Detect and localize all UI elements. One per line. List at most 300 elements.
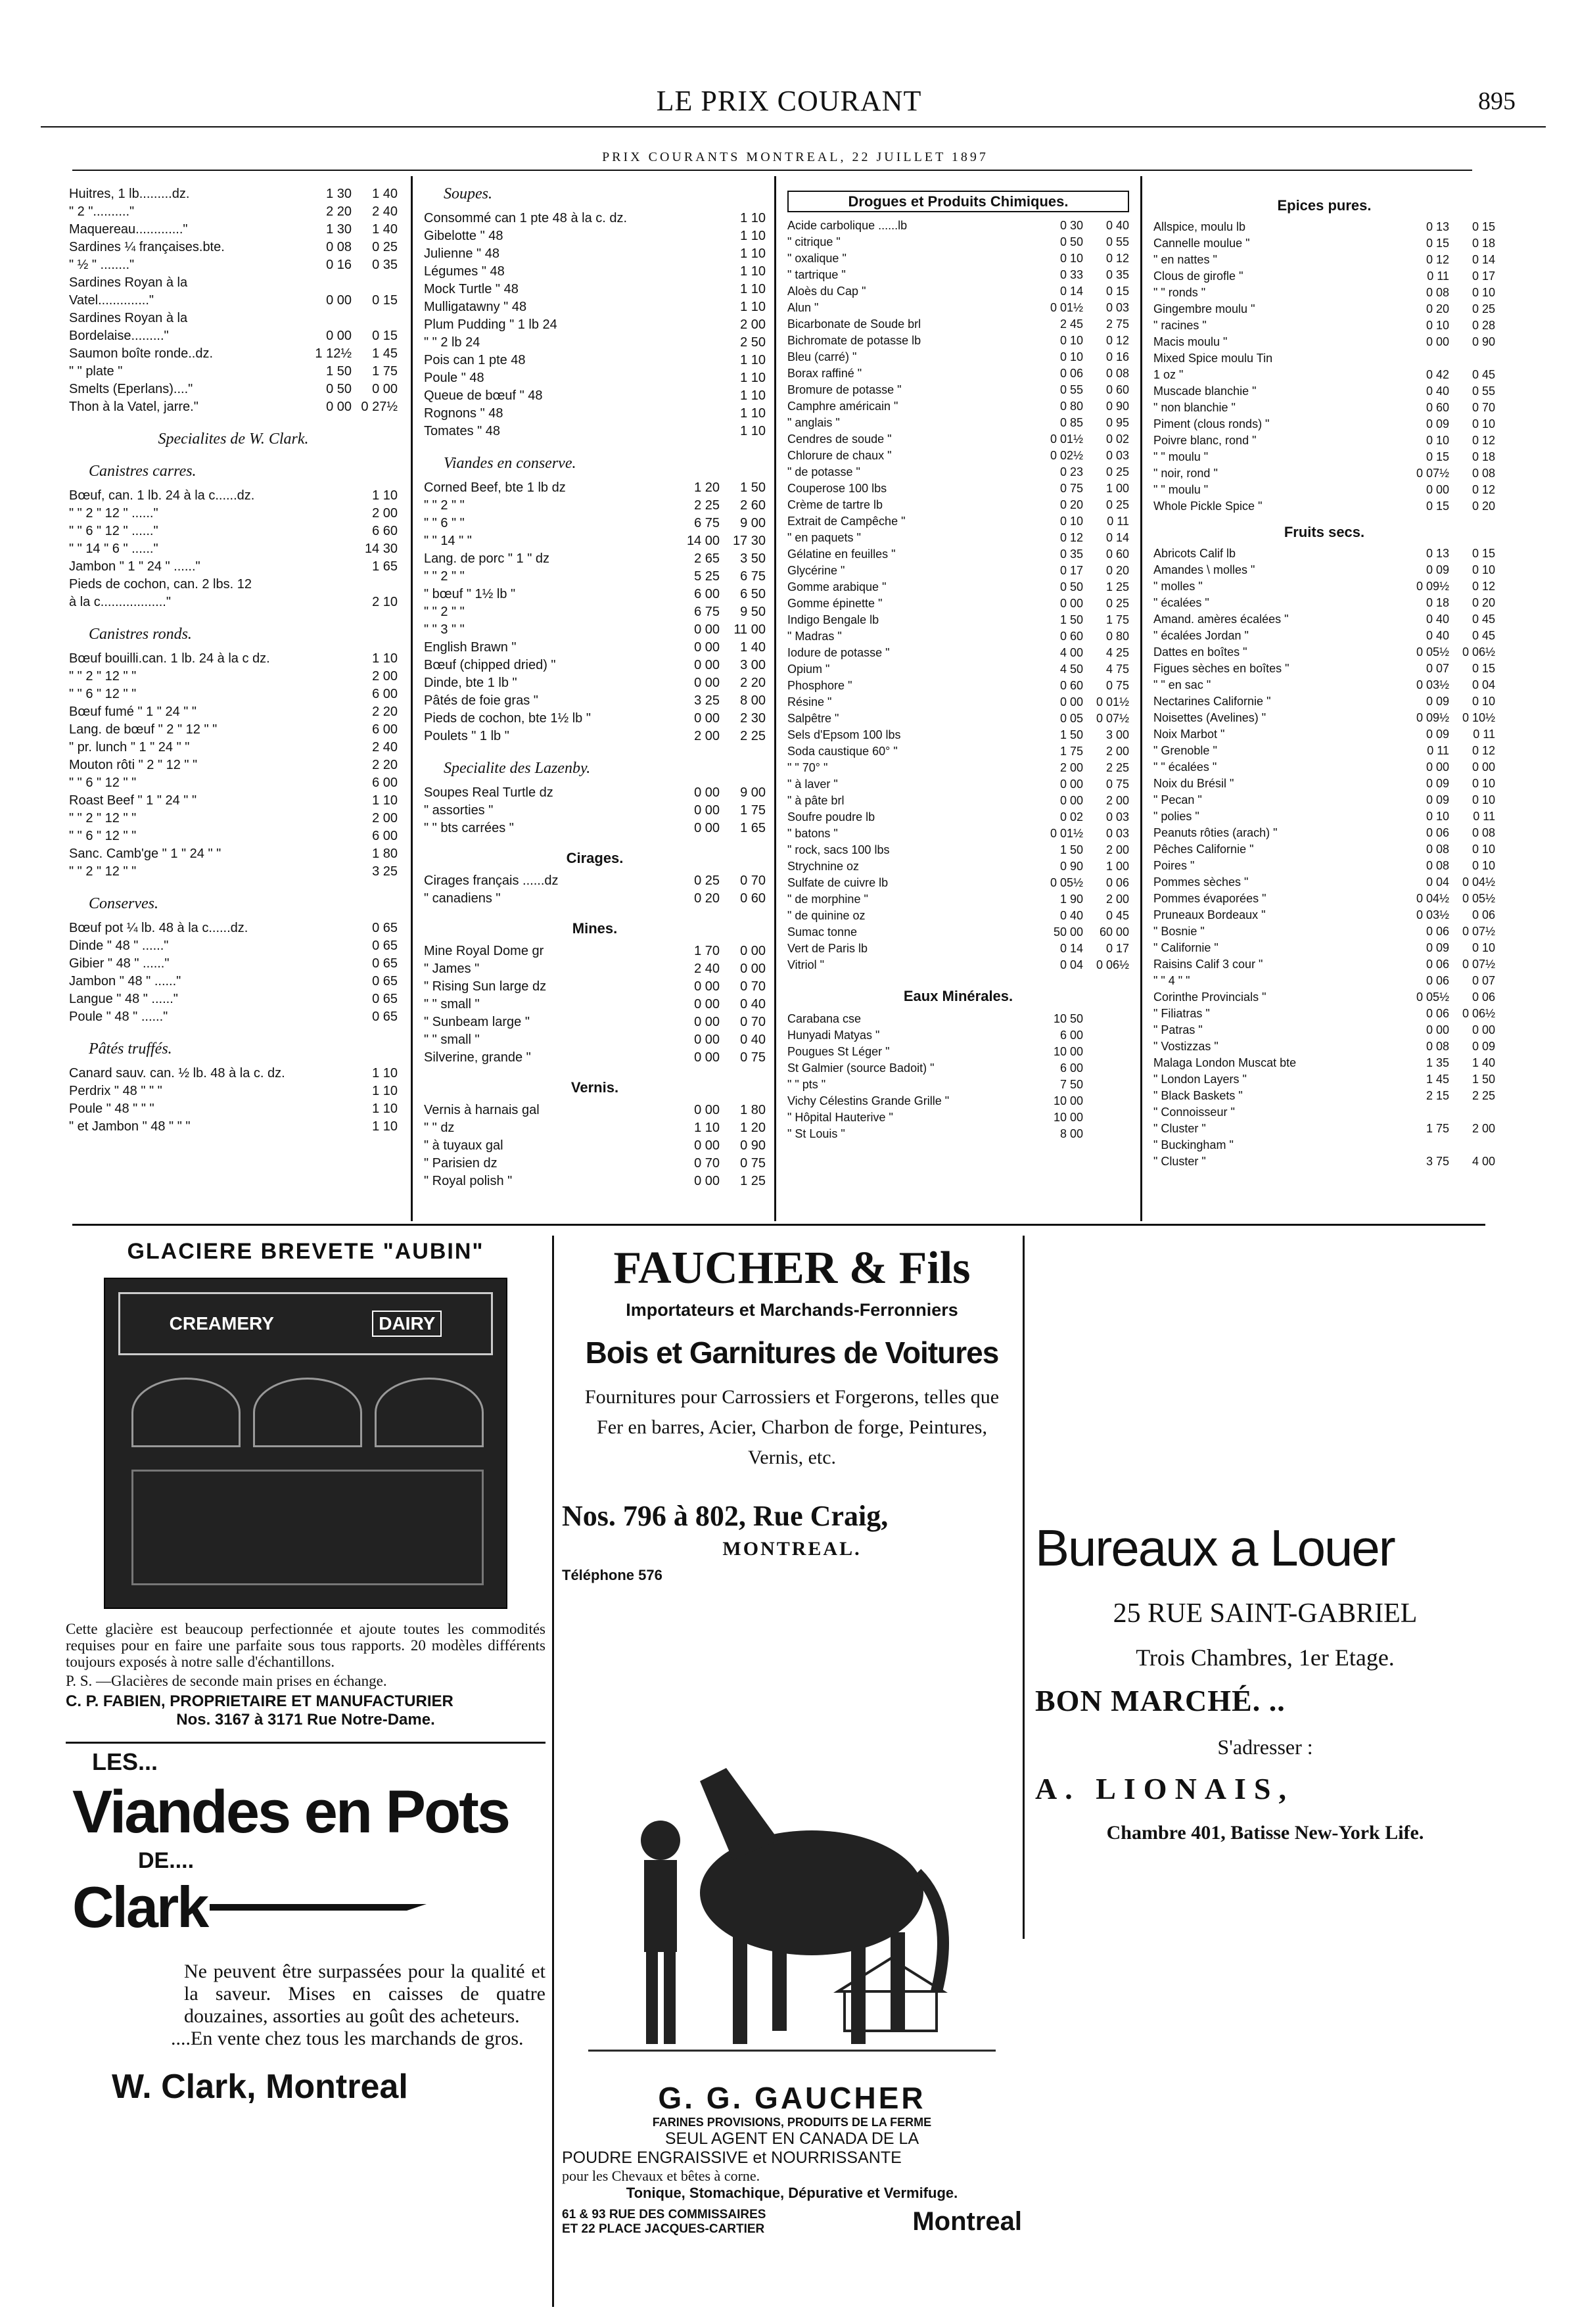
price-item-name: " en paquets " (787, 531, 861, 544)
price-item-name: Silverine, grande " (424, 1050, 531, 1065)
price-row (69, 381, 398, 398)
price-row (424, 674, 766, 692)
price-item-name: Légumes " 48 (424, 264, 505, 279)
price-low (1403, 1104, 1449, 1121)
price-item-name: Peanuts rôties (arach) " (1153, 826, 1278, 839)
price-column-2 (424, 185, 766, 1190)
price-high: 0 65 (372, 956, 398, 971)
price-group-pates (69, 1065, 398, 1136)
price-row (424, 621, 766, 639)
price-item-name: " non blanchie " (1153, 401, 1236, 414)
price-low: 0 02½ (1050, 449, 1083, 462)
price-row (787, 661, 1129, 678)
price-low: 0 23 (1059, 465, 1083, 478)
price-row (424, 820, 766, 837)
price-high: 1 10 (372, 488, 398, 503)
price-item-name: Raisins Calif 3 cour " (1153, 958, 1263, 971)
price-item-name: Alun " (787, 301, 819, 314)
subheader-rule (72, 170, 1472, 171)
price-item-name: " écalées " (1153, 596, 1209, 609)
price-high: 0 14 (1472, 253, 1495, 266)
price-item-name: " " 2 lb 24 (424, 335, 480, 350)
price-low: 0 70 (694, 1156, 720, 1171)
price-low: 0 25 (694, 873, 720, 888)
price-high: 0 10½ (1462, 711, 1495, 724)
price-high: 2 20 (372, 758, 398, 772)
price-row (1153, 726, 1495, 743)
price-low (306, 1008, 352, 1026)
price-low: 0 16 (326, 258, 352, 272)
price-item-name: " de morphine " (787, 893, 868, 906)
faucher-subtitle: Importateurs et Marchands-Ferronniers (626, 1300, 958, 1320)
price-low (306, 487, 352, 505)
price-high: 60 00 (1099, 925, 1129, 939)
price-group-soupes (424, 210, 766, 440)
price-item-name: Vitriol " (787, 958, 825, 971)
gaucher-title: G. G. GAUCHER (658, 2081, 926, 2115)
price-row (787, 1109, 1129, 1126)
price-row (1153, 677, 1495, 693)
price-row (69, 274, 398, 292)
price-low (306, 576, 352, 593)
price-item-name: " " pts " (787, 1078, 826, 1091)
price-item-name: Bromure de potasse " (787, 383, 902, 396)
price-high: 0 06½ (1096, 958, 1129, 971)
price-row (1153, 400, 1495, 416)
price-row (1153, 252, 1495, 268)
glaciere-description: Cette glacière est beaucoup perfectionnée et ajoute toutes les commodités requises pour en faire une parfaite sous tous rapports. 20 modèles différents toujours exposés à notre salle d'échantillons. (66, 1621, 545, 1670)
price-high: 1 25 (1105, 580, 1129, 593)
price-item-name: 1 oz " (1153, 368, 1184, 381)
price-item-name: " " en sac " (1153, 678, 1211, 691)
price-item-name: " " 6 " 12 " " (69, 776, 137, 790)
price-low (306, 863, 352, 881)
price-row (1153, 956, 1495, 973)
price-high: 0 03 (1105, 301, 1129, 314)
price-item-name: " Black Baskets " (1153, 1089, 1243, 1102)
clark-les: LES... (92, 1748, 158, 1775)
price-low (306, 1118, 352, 1136)
price-high: 6 00 (372, 776, 398, 790)
price-row (1153, 416, 1495, 432)
price-item-name: Corinthe Provincials " (1153, 990, 1266, 1004)
price-row (1153, 350, 1495, 367)
price-item-name: Carabana cse (787, 1012, 862, 1025)
price-low: 2 65 (694, 551, 720, 566)
price-item-name: Gomme épinette " (787, 597, 883, 610)
price-row (787, 710, 1129, 727)
price-high: 0 25 (1105, 498, 1129, 511)
price-low: 2 25 (694, 498, 720, 513)
price-low (306, 756, 352, 774)
price-high: 0 70 (740, 873, 766, 888)
price-high: 2 00 (1105, 843, 1129, 856)
price-low (306, 650, 352, 668)
price-item-name: Glycérine " (787, 564, 845, 577)
price-row (1153, 743, 1495, 759)
price-row (424, 1155, 766, 1173)
price-item-name: Mock Turtle " 48 (424, 282, 519, 296)
price-item-name: " Grenoble " (1153, 744, 1217, 757)
price-high: 2 10 (372, 595, 398, 609)
price-row (424, 334, 766, 352)
price-item-name: Crème de tartre lb (787, 498, 883, 511)
price-low: 2 00 (1059, 761, 1083, 774)
price-row (1153, 1022, 1495, 1038)
price-high: 0 20 (1472, 596, 1495, 609)
price-high: 1 10 (740, 246, 766, 261)
price-low: 0 10 (1059, 350, 1083, 363)
price-high: 0 07½ (1462, 925, 1495, 938)
price-row (424, 423, 766, 440)
price-row (424, 515, 766, 532)
price-row (1153, 693, 1495, 710)
price-item-name: " " bts carrées " (424, 821, 514, 835)
price-row (787, 398, 1129, 415)
price-high: 0 90 (1472, 335, 1495, 348)
price-high: 2 00 (1105, 893, 1129, 906)
price-item-name: Whole Pickle Spice " (1153, 500, 1263, 513)
price-item-name: " Cluster " (1153, 1155, 1206, 1168)
price-low: 0 17 (1059, 564, 1083, 577)
price-low: 0 06 (1426, 974, 1449, 987)
price-row (424, 657, 766, 674)
price-low (306, 1082, 352, 1100)
price-high: 2 20 (372, 705, 398, 719)
price-row (424, 405, 766, 423)
price-item-name: " écalées Jordan " (1153, 629, 1249, 642)
price-row (1153, 792, 1495, 808)
price-low: 0 00 (694, 711, 720, 726)
price-row (1153, 759, 1495, 776)
price-high: 0 45 (1105, 909, 1129, 922)
price-low: 0 00 (694, 997, 720, 1011)
clark-brand: Clark (72, 1874, 208, 1940)
price-low: 0 12 (1426, 253, 1449, 266)
horse-illustration (562, 1742, 1022, 2077)
price-group-carres (69, 487, 398, 611)
price-item-name: Tomates " 48 (424, 424, 501, 438)
price-row (424, 942, 766, 960)
price-high: 0 00 (740, 962, 766, 976)
price-high: 1 10 (740, 388, 766, 403)
price-low: 0 60 (1426, 401, 1449, 414)
price-item-name: Lang. de porc " 1 " dz (424, 551, 549, 566)
price-item-name: " St Louis " (787, 1127, 845, 1140)
price-row (69, 363, 398, 381)
price-low (674, 423, 720, 440)
price-low: 0 00 (694, 1015, 720, 1029)
price-low: 0 08 (326, 240, 352, 254)
section-title-soupes: Soupes. (444, 185, 492, 202)
price-row (787, 415, 1129, 431)
price-row (1153, 301, 1495, 317)
gaucher-line3: POUDRE ENGRAISSIVE et NOURRISSANTE (562, 2149, 902, 2167)
price-low: 0 15 (1426, 500, 1449, 513)
section-title-pates: Pâtés truffés. (89, 1040, 172, 1057)
price-low: 8 00 (1059, 1127, 1083, 1140)
price-high: 8 00 (740, 693, 766, 708)
price-high: 1 40 (1472, 1056, 1495, 1069)
price-column-3 (787, 191, 1129, 1142)
price-high: 9 00 (740, 785, 766, 800)
price-item-name: " Connoisseur " (1153, 1105, 1235, 1119)
price-low: 6 00 (694, 587, 720, 601)
price-row (424, 387, 766, 405)
glaciere-maker: C. P. FABIEN, PROPRIETAIRE ET MANUFACTURIER (66, 1692, 453, 1710)
price-item-name: " " 2 " 12 " " (69, 811, 137, 825)
price-low: 0 10 (1426, 319, 1449, 332)
price-row (1153, 498, 1495, 515)
price-high: 0 60 (1105, 547, 1129, 561)
price-row (424, 872, 766, 890)
price-group-mines (424, 942, 766, 1067)
price-low: 0 13 (1426, 547, 1449, 560)
price-row (1153, 1121, 1495, 1137)
price-item-name: " " small " (424, 1033, 480, 1047)
price-high: 2 40 (372, 204, 398, 219)
price-high: 0 45 (1472, 613, 1495, 626)
price-row (69, 1008, 398, 1026)
price-high: 0 06½ (1462, 1007, 1495, 1020)
price-high: 0 55 (1105, 235, 1129, 248)
price-row (1153, 644, 1495, 661)
price-high: 1 10 (372, 1102, 398, 1116)
price-low: 0 08 (1426, 859, 1449, 872)
price-row (787, 595, 1129, 612)
price-low (674, 369, 720, 387)
price-row (1153, 1153, 1495, 1170)
price-high: 0 15 (1472, 547, 1495, 560)
price-high: 0 06 (1105, 876, 1129, 889)
price-row (69, 792, 398, 810)
price-low: 0 15 (1426, 237, 1449, 250)
price-low: 0 00 (694, 1138, 720, 1153)
price-low: 1 50 (1059, 843, 1083, 856)
price-high: 1 10 (740, 282, 766, 296)
price-item-name: " assorties " (424, 803, 494, 818)
price-item-name: " " 2 " 12 " " (69, 669, 137, 684)
price-row (69, 292, 398, 310)
section-title-viandes: Viandes en conserve. (444, 455, 576, 472)
price-low (306, 990, 352, 1008)
price-item-name: Amandes \ molles " (1153, 563, 1255, 576)
price-high: 0 10 (1472, 941, 1495, 954)
price-row (787, 250, 1129, 267)
price-high: 0 65 (372, 1010, 398, 1024)
price-high: 0 11 (1473, 728, 1495, 741)
price-low: 0 40 (1426, 613, 1449, 626)
price-low (306, 845, 352, 863)
price-low (306, 703, 352, 721)
price-high: 0 07½ (1096, 712, 1129, 725)
price-item-name: " " 6 " " (424, 516, 465, 530)
price-low (674, 298, 720, 316)
price-low: 0 00 (694, 658, 720, 672)
price-low: 0 07 (1426, 662, 1449, 675)
price-low: 0 30 (1059, 219, 1083, 232)
price-low: 5 25 (694, 569, 720, 584)
price-item-name: Bœuf pot ¼ lb. 48 à la c......dz. (69, 921, 248, 935)
price-item-name: Vernis à harnais gal (424, 1103, 540, 1117)
price-row (1153, 546, 1495, 562)
price-high (1083, 1011, 1129, 1027)
price-row (787, 530, 1129, 546)
price-row (1153, 1104, 1495, 1121)
price-high: 0 40 (740, 997, 766, 1011)
price-high: 0 70 (740, 1015, 766, 1029)
gaucher-city: Montreal (912, 2207, 1022, 2236)
price-low: 0 00 (326, 293, 352, 308)
price-group-conserves (69, 919, 398, 1026)
price-high: 2 00 (1105, 745, 1129, 758)
price-item-name: Abricots Calif lb (1153, 547, 1236, 560)
price-high: 9 50 (740, 605, 766, 619)
price-high: 0 04½ (1462, 875, 1495, 889)
price-row (1153, 219, 1495, 235)
price-row (787, 218, 1129, 234)
price-low: 0 09 (1426, 728, 1449, 741)
price-row (424, 532, 766, 550)
price-item-name: " " 2 " " (424, 605, 465, 619)
price-low (306, 540, 352, 558)
price-item-name: Camphre américain " (787, 400, 898, 413)
price-high: 0 80 (1105, 630, 1129, 643)
column-divider-2 (774, 176, 776, 1221)
price-row (1153, 449, 1495, 465)
price-high: 1 10 (372, 1084, 398, 1098)
price-low (674, 387, 720, 405)
price-high: 9 00 (740, 516, 766, 530)
price-low: 6 75 (694, 516, 720, 530)
price-row (787, 431, 1129, 448)
price-high (1083, 1027, 1129, 1044)
price-low: 1 10 (694, 1121, 720, 1135)
price-item-name: " " 6 " 12 " " (69, 829, 137, 843)
icebox-sign-dairy: DAIRY (372, 1311, 442, 1337)
price-high: 1 10 (740, 406, 766, 421)
price-row (424, 586, 766, 603)
price-row (424, 784, 766, 802)
price-row (424, 890, 766, 908)
price-item-name: Macis moulu " (1153, 335, 1228, 348)
clark-signature: W. Clark, Montreal (112, 2068, 408, 2106)
price-row (787, 448, 1129, 464)
price-row (787, 1077, 1129, 1093)
price-item-name: Poule " 48 " " " (69, 1102, 154, 1116)
price-high (1083, 1077, 1129, 1093)
price-row (1153, 940, 1495, 956)
price-row (787, 727, 1129, 743)
price-high: 0 06½ (1462, 645, 1495, 659)
price-row (69, 221, 398, 239)
price-item-name: " " 14 " 6 " ......" (69, 542, 158, 556)
price-item-name: Dattes en boîtes " (1153, 645, 1247, 659)
price-item-name: Mine Royal Dome gr (424, 944, 544, 958)
price-low: 0 10 (1426, 810, 1449, 823)
price-low: 0 20 (1059, 498, 1083, 511)
price-item-name: Consommé can 1 pte 48 à la c. dz. (424, 211, 628, 225)
price-high: 0 70 (740, 979, 766, 994)
price-item-name: Dinde, bte 1 lb " (424, 676, 517, 690)
price-item-name: Canard sauv. can. ½ lb. 48 à la c. dz. (69, 1066, 285, 1081)
price-item-name: Allspice, moulu lb (1153, 220, 1246, 233)
price-item-name: " Cluster " (1153, 1122, 1206, 1135)
price-row (1153, 808, 1495, 825)
price-high: 1 10 (740, 264, 766, 279)
price-high: 3 50 (740, 551, 766, 566)
ad-divider-2 (1023, 1236, 1025, 1939)
price-high: 1 50 (740, 480, 766, 495)
price-row (1153, 874, 1495, 891)
price-item-name: Bœuf bouilli.can. 1 lb. 24 à la c dz. (69, 651, 270, 666)
price-high: 1 10 (740, 371, 766, 385)
price-item-name: " Patras " (1153, 1023, 1203, 1036)
price-row (1153, 465, 1495, 482)
price-row (424, 1049, 766, 1067)
price-row (1153, 891, 1495, 907)
ad-divider-glaciere (66, 1742, 545, 1744)
price-high: 0 12 (1472, 744, 1495, 757)
price-item-name: Huitres, 1 lb.........dz. (69, 187, 190, 201)
price-row (787, 809, 1129, 825)
price-row (69, 827, 398, 845)
price-item-name: Pâtés de foie gras " (424, 693, 538, 708)
price-row (787, 743, 1129, 760)
price-low (306, 1065, 352, 1082)
price-low (306, 593, 352, 611)
price-row (1153, 907, 1495, 923)
price-item-name: Iodure de potasse " (787, 646, 890, 659)
price-high: 0 03 (1105, 827, 1129, 840)
price-low: 0 04 (1426, 875, 1449, 889)
price-low: 0 75 (1059, 482, 1083, 495)
price-high: 1 80 (372, 847, 398, 861)
price-low (306, 955, 352, 973)
price-high: 0 65 (372, 974, 398, 988)
price-high: 0 70 (1472, 401, 1495, 414)
price-high: 1 10 (740, 229, 766, 243)
price-item-name: Rognons " 48 (424, 406, 503, 421)
price-low: 6 00 (1059, 1029, 1083, 1042)
price-row (787, 612, 1129, 628)
price-high: 2 00 (372, 506, 398, 521)
price-low: 0 01½ (1050, 827, 1083, 840)
bureaux-office: Chambre 401, Batisse New-York Life. (1106, 1822, 1424, 1844)
column-divider-3 (1140, 176, 1142, 1221)
price-low (306, 937, 352, 955)
price-high: 2 00 (1105, 794, 1129, 807)
price-high: 0 65 (372, 921, 398, 935)
price-item-name: Pommes évaporées " (1153, 892, 1266, 905)
price-low: 0 06 (1426, 1007, 1449, 1020)
column-divider-1 (411, 176, 413, 1221)
price-row (69, 327, 398, 345)
price-item-name: " " 2 " 12 " ......" (69, 506, 158, 521)
price-group-eaux (787, 1011, 1129, 1142)
price-high: 0 04 (1472, 678, 1495, 691)
price-high: 0 08 (1472, 467, 1495, 480)
price-item-name: " " ronds " (1153, 286, 1206, 299)
price-low: 2 40 (694, 962, 720, 976)
price-group-fish (69, 185, 398, 416)
price-low: 0 00 (326, 329, 352, 343)
gaucher-line2: SEUL AGENT EN CANADA DE LA (664, 2129, 919, 2148)
price-item-name: Indigo Bengale lb (787, 613, 879, 626)
price-low: 0 00 (694, 803, 720, 818)
price-row (787, 464, 1129, 480)
price-group-drogues (787, 218, 1129, 973)
